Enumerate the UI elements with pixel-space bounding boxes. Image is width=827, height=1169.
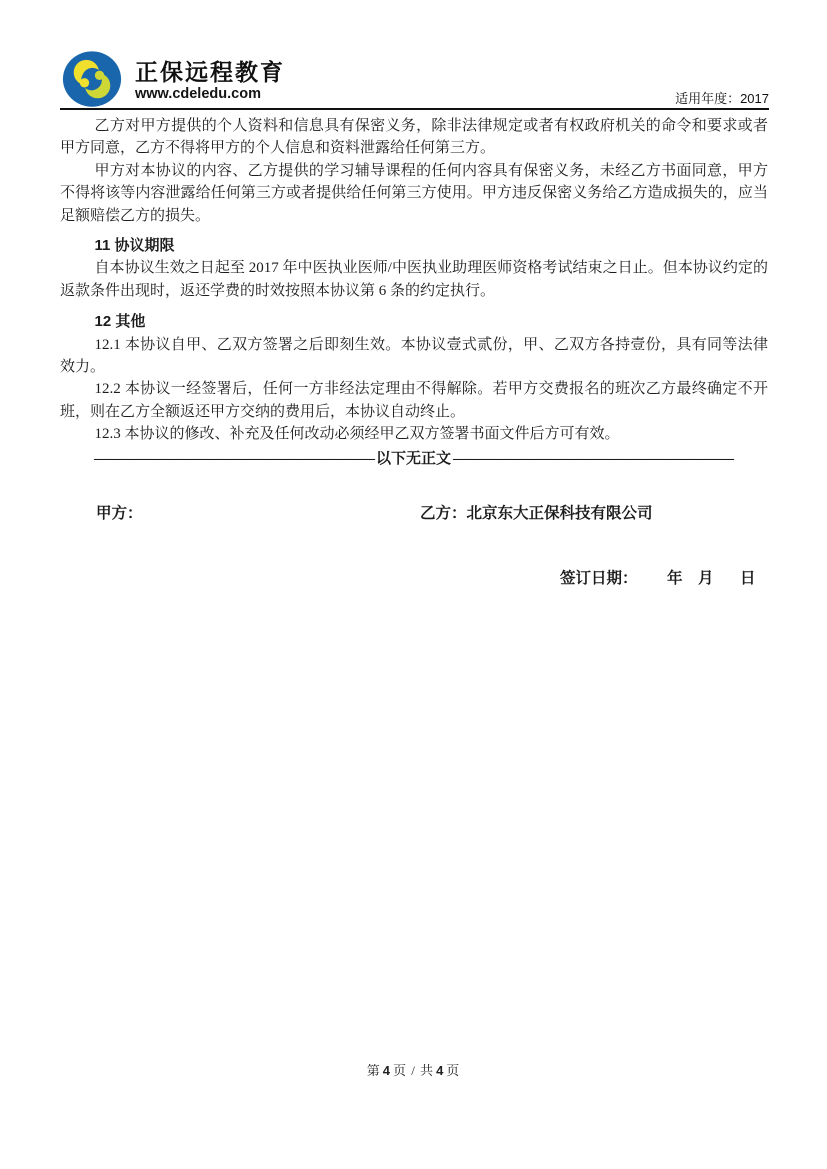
end-marker-label: 以下无正文 [376,450,452,467]
end-marker-dash-left: ———————————————————— [94,450,374,467]
brand-text [135,58,285,103]
page-number-footer [0,1060,827,1079]
section-11-paragraph: 自本协议生效之日起至 2017 年中医执业医师/中医执业助理医师资格考试结束之日止。但本协议约定的返款条件出现时，返还学费的时效按照本协议第 6 条的约定执行。 [60,260,768,299]
brand-logo-icon [60,50,124,110]
clause-12-3: 12.3 本协议的修改、补充及任何改动必须经甲乙双方签署书面文件后方可有效。 [94,426,620,443]
brand [60,50,285,110]
end-marker-dash-right: ———————————————————— [453,450,734,467]
signing-date-line [60,568,768,590]
party-a-signature-label: 甲方： [96,505,143,523]
end-of-text-marker [60,448,768,470]
section-11-heading: 11 协议期限 [94,237,175,255]
brand-name: 正保远程教育 [135,58,285,85]
footer-suffix: 页 [446,1063,461,1078]
applicable-year-label: 适用年度：2017 [675,91,769,106]
brand-url: www.cdeledu.com [135,85,261,102]
clause-12-1: 12.1 本协议自甲、乙双方签署之后即刻生效。本协议壹式贰份，甲、乙双方各持壹份，具有同等法律效力。 [60,336,768,376]
signing-date-label: 签订日期： [560,570,638,588]
document-header [60,50,769,110]
contract-body [60,115,768,590]
signing-date-month-label: 月 [698,570,714,588]
section-12-heading: 12 其他 [94,313,146,331]
header-divider [60,108,769,110]
signing-date-year-label: 年 [667,570,683,588]
paragraph-party-a-confidentiality: 甲方对本协议的内容、乙方提供的学习辅导课程的任何内容具有保密义务，未经乙方书面同意，甲方不得将该等内容泄露给任何第三方或者提供给任何第三方使用。甲方违反保密义务给乙方造成损失的，应当足额赔偿乙方的损失。 [60,162,768,224]
footer-prefix: 第 [366,1063,381,1078]
paragraph-party-b-confidentiality: 乙方对甲方提供的个人资料和信息具有保密义务，除非法律规定或者有权政府机关的命令和要求或者甲方同意，乙方不得将甲方的个人信息和资料泄露给任何第三方。 [60,118,768,157]
footer-middle: 页 / 共 [392,1063,435,1078]
signature-row [60,503,768,525]
footer-total-pages: 4 [436,1063,445,1078]
signing-date-day-label: 日 [740,570,756,588]
footer-current-page: 4 [382,1063,391,1078]
clause-12-2: 12.2 本协议一经签署后，任何一方非经法定理由不得解除。若甲方交费报名的班次乙方最终确定不开班，则在乙方全额返还甲方交纳的费用后，本协议自动终止。 [60,381,768,420]
party-b-signature-label: 乙方：北京东大正保科技有限公司 [420,505,653,523]
